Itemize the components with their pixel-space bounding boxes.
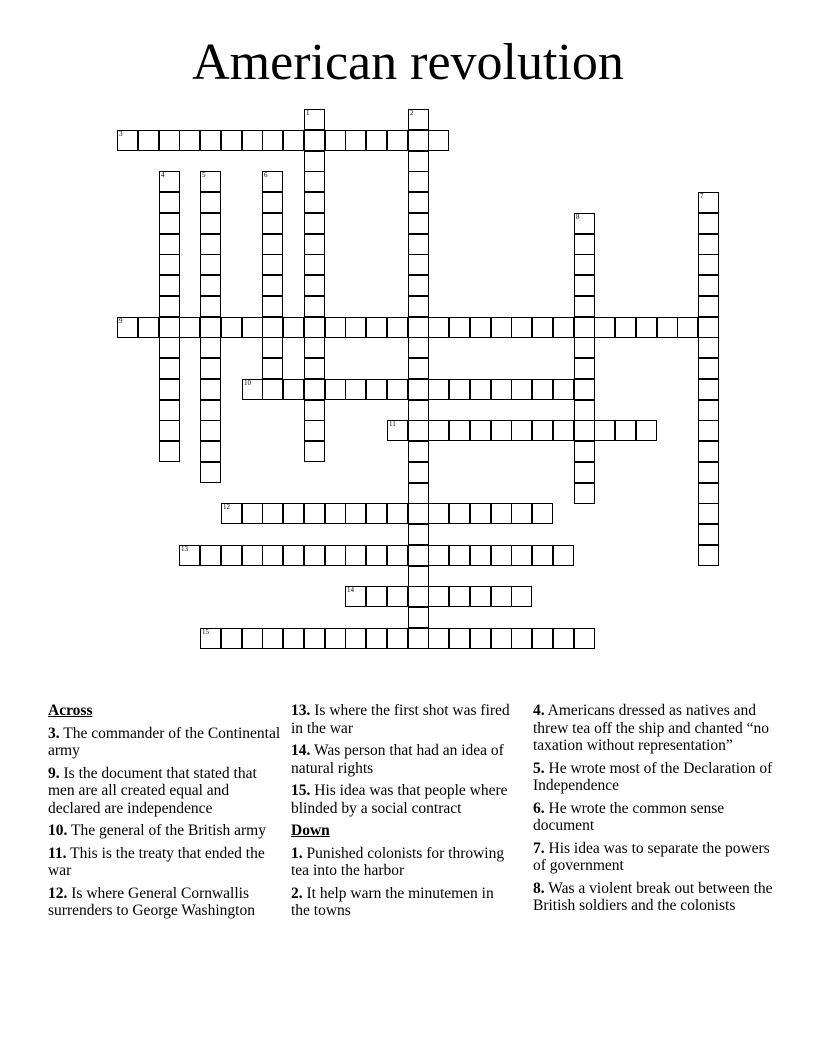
grid-cell[interactable] (200, 171, 221, 192)
grid-cell[interactable] (283, 379, 304, 400)
grid-cell[interactable] (698, 462, 719, 483)
grid-cell[interactable] (574, 337, 595, 358)
grid-cell[interactable] (408, 545, 429, 566)
grid-cell[interactable] (262, 213, 283, 234)
grid-cell[interactable] (698, 441, 719, 462)
grid-cell[interactable] (408, 462, 429, 483)
down-clue-7: 7. His idea was to separate the powers of government (533, 839, 770, 874)
grid-cell[interactable] (138, 130, 159, 151)
grid-cell[interactable] (221, 503, 242, 524)
clue-number: 1 (306, 109, 310, 117)
clue-number: 4 (161, 171, 165, 179)
grid-cell[interactable] (366, 317, 387, 338)
grid-cell[interactable] (553, 420, 574, 441)
grid-cell[interactable] (594, 420, 615, 441)
grid-cell[interactable] (532, 503, 553, 524)
grid-cell[interactable] (200, 628, 221, 649)
grid-cell[interactable] (345, 130, 366, 151)
grid-cell[interactable] (304, 628, 325, 649)
grid-cell[interactable] (304, 213, 325, 234)
grid-cell[interactable] (491, 586, 512, 607)
grid-cell[interactable] (428, 317, 449, 338)
clue-number: 13 (181, 545, 188, 553)
clue-column-1 (48, 702, 284, 925)
grid-cell[interactable] (387, 545, 408, 566)
grid-cell[interactable] (159, 192, 180, 213)
grid-cell[interactable] (304, 234, 325, 255)
grid-cell[interactable] (159, 130, 180, 151)
grid-cell[interactable] (200, 441, 221, 462)
grid-cell[interactable] (325, 130, 346, 151)
grid-cell[interactable] (200, 379, 221, 400)
grid-cell[interactable] (200, 317, 221, 338)
grid-cell[interactable] (366, 379, 387, 400)
grid-cell[interactable] (262, 358, 283, 379)
grid-cell[interactable] (449, 420, 470, 441)
grid-cell[interactable] (698, 545, 719, 566)
grid-cell[interactable] (200, 462, 221, 483)
grid-cell[interactable] (387, 130, 408, 151)
grid-cell[interactable] (428, 586, 449, 607)
grid-cell[interactable] (449, 586, 470, 607)
grid-cell[interactable] (408, 441, 429, 462)
across-heading: Across (48, 702, 93, 719)
clue-number: 10 (244, 379, 251, 387)
grid-cell[interactable] (449, 379, 470, 400)
grid-cell[interactable] (304, 296, 325, 317)
grid-cell[interactable] (200, 337, 221, 358)
across-clue-15: 15. His idea was that people where blinded by a social contract (291, 782, 508, 817)
grid-cell[interactable] (532, 628, 553, 649)
grid-cell[interactable] (408, 337, 429, 358)
down-heading: Down (291, 822, 330, 839)
grid-cell[interactable] (200, 275, 221, 296)
grid-cell[interactable] (574, 254, 595, 275)
grid-cell[interactable] (574, 379, 595, 400)
grid-cell[interactable] (698, 379, 719, 400)
grid-cell[interactable] (304, 337, 325, 358)
grid-cell[interactable] (698, 400, 719, 421)
grid-cell[interactable] (408, 379, 429, 400)
grid-cell[interactable] (511, 545, 532, 566)
clue-number: 15 (202, 628, 209, 636)
across-clue-12: 12. Is where General Cornwallis surrenders to George Washington (48, 884, 255, 919)
grid-cell[interactable] (574, 462, 595, 483)
grid-cell[interactable] (698, 192, 719, 213)
grid-cell[interactable] (366, 503, 387, 524)
grid-cell[interactable] (304, 192, 325, 213)
grid-cell[interactable] (491, 420, 512, 441)
grid-cell[interactable] (366, 130, 387, 151)
grid-cell[interactable] (408, 524, 429, 545)
grid-cell[interactable] (304, 254, 325, 275)
grid-cell[interactable] (366, 586, 387, 607)
grid-cell[interactable] (345, 379, 366, 400)
grid-cell[interactable] (511, 628, 532, 649)
grid-cell[interactable] (491, 503, 512, 524)
grid-cell[interactable] (698, 317, 719, 338)
grid-cell[interactable] (449, 503, 470, 524)
grid-cell[interactable] (304, 441, 325, 462)
grid-cell[interactable] (511, 503, 532, 524)
grid-cell[interactable] (470, 317, 491, 338)
grid-cell[interactable] (262, 337, 283, 358)
grid-cell[interactable] (387, 586, 408, 607)
grid-cell[interactable] (387, 379, 408, 400)
grid-cell[interactable] (345, 586, 366, 607)
grid-cell[interactable] (574, 441, 595, 462)
across-clue-10: 10. The general of the British army (48, 822, 266, 839)
grid-cell[interactable] (574, 296, 595, 317)
grid-cell[interactable] (200, 213, 221, 234)
across-clue-11: 11. This is the treaty that ended the war (48, 844, 265, 879)
grid-cell[interactable] (408, 566, 429, 587)
grid-cell[interactable] (159, 296, 180, 317)
grid-cell[interactable] (159, 317, 180, 338)
grid-cell[interactable] (304, 358, 325, 379)
grid-cell[interactable] (532, 420, 553, 441)
clue-column-2 (291, 702, 516, 925)
clue-number: 6 (264, 171, 268, 179)
grid-cell[interactable] (677, 317, 698, 338)
grid-cell[interactable] (470, 586, 491, 607)
grid-cell[interactable] (698, 524, 719, 545)
grid-cell[interactable] (159, 441, 180, 462)
grid-cell[interactable] (449, 545, 470, 566)
grid-cell[interactable] (511, 420, 532, 441)
grid-cell[interactable] (553, 545, 574, 566)
clue-number: 3 (119, 130, 123, 138)
grid-cell[interactable] (408, 586, 429, 607)
grid-cell[interactable] (345, 545, 366, 566)
across-clue-13: 13. Is where the first shot was fired in the war (291, 702, 510, 737)
clue-number: 9 (119, 317, 123, 325)
grid-cell[interactable] (159, 400, 180, 421)
grid-cell[interactable] (408, 420, 429, 441)
grid-cell[interactable] (242, 317, 263, 338)
grid-cell[interactable] (491, 628, 512, 649)
clue-number: 8 (576, 213, 580, 221)
across-clue-14: 14. Was person that had an idea of natural rights (291, 742, 504, 777)
grid-cell[interactable] (698, 420, 719, 441)
grid-cell[interactable] (262, 296, 283, 317)
grid-cell[interactable] (698, 213, 719, 234)
grid-cell[interactable] (491, 379, 512, 400)
grid-cell[interactable] (408, 296, 429, 317)
grid-cell[interactable] (574, 213, 595, 234)
grid-cell[interactable] (553, 628, 574, 649)
clue-number: 11 (389, 420, 396, 428)
grid-cell[interactable] (345, 317, 366, 338)
grid-cell[interactable] (615, 420, 636, 441)
grid-cell[interactable] (594, 317, 615, 338)
grid-cell[interactable] (304, 317, 325, 338)
grid-cell[interactable] (262, 317, 283, 338)
grid-cell[interactable] (491, 317, 512, 338)
clue-number: 12 (223, 503, 230, 511)
down-clue-2: 2. It help warn the minutemen in the towns (291, 884, 494, 919)
down-clue-5: 5. He wrote most of the Declaration of Independence (533, 759, 773, 794)
grid-cell[interactable] (408, 503, 429, 524)
grid-cell[interactable] (387, 503, 408, 524)
grid-cell[interactable] (304, 151, 325, 172)
grid-cell[interactable] (408, 317, 429, 338)
grid-cell[interactable] (532, 317, 553, 338)
grid-cell[interactable] (221, 628, 242, 649)
page-title: American revolution (192, 34, 624, 91)
down-clue-1: 1. Punished colonists for throwing tea into the harbor (291, 844, 505, 879)
grid-cell[interactable] (449, 628, 470, 649)
grid-cell[interactable] (698, 234, 719, 255)
grid-cell[interactable] (304, 379, 325, 400)
grid-cell[interactable] (345, 503, 366, 524)
grid-cell[interactable] (138, 317, 159, 338)
grid-cell[interactable] (262, 171, 283, 192)
grid-cell[interactable] (325, 628, 346, 649)
grid-cell[interactable] (511, 586, 532, 607)
grid-cell[interactable] (698, 337, 719, 358)
grid-cell[interactable] (242, 545, 263, 566)
grid-cell[interactable] (242, 130, 263, 151)
grid-cell[interactable] (159, 420, 180, 441)
grid-cell[interactable] (408, 234, 429, 255)
grid-cell[interactable] (387, 420, 408, 441)
grid-cell[interactable] (428, 503, 449, 524)
grid-cell[interactable] (221, 545, 242, 566)
grid-cell[interactable] (428, 545, 449, 566)
grid-cell[interactable] (532, 545, 553, 566)
grid-cell[interactable] (408, 275, 429, 296)
grid-cell[interactable] (574, 483, 595, 504)
grid-cell[interactable] (262, 130, 283, 151)
down-clue-6: 6. He wrote the common sense document (533, 799, 725, 834)
grid-cell[interactable] (428, 420, 449, 441)
grid-cell[interactable] (200, 254, 221, 275)
grid-cell[interactable] (325, 317, 346, 338)
grid-cell[interactable] (200, 130, 221, 151)
grid-cell[interactable] (574, 420, 595, 441)
grid-cell[interactable] (491, 545, 512, 566)
grid-cell[interactable] (242, 628, 263, 649)
grid-cell[interactable] (304, 400, 325, 421)
grid-cell[interactable] (428, 628, 449, 649)
grid-cell[interactable] (408, 358, 429, 379)
grid-cell[interactable] (408, 254, 429, 275)
grid-cell[interactable] (179, 130, 200, 151)
grid-cell[interactable] (408, 628, 429, 649)
grid-cell[interactable] (262, 254, 283, 275)
grid-cell[interactable] (262, 275, 283, 296)
grid-cell[interactable] (117, 317, 138, 338)
grid-cell[interactable] (304, 171, 325, 192)
grid-cell[interactable] (200, 420, 221, 441)
clue-number: 7 (700, 192, 704, 200)
grid-cell[interactable] (698, 296, 719, 317)
grid-cell[interactable] (428, 130, 449, 151)
grid-cell[interactable] (200, 234, 221, 255)
grid-cell[interactable] (304, 275, 325, 296)
grid-cell[interactable] (574, 317, 595, 338)
grid-cell[interactable] (283, 130, 304, 151)
grid-cell[interactable] (553, 317, 574, 338)
grid-cell[interactable] (698, 503, 719, 524)
grid-cell[interactable] (470, 545, 491, 566)
grid-cell[interactable] (283, 628, 304, 649)
grid-cell[interactable] (262, 192, 283, 213)
grid-cell[interactable] (325, 379, 346, 400)
grid-cell[interactable] (366, 628, 387, 649)
grid-cell[interactable] (574, 400, 595, 421)
grid-cell[interactable] (408, 400, 429, 421)
grid-cell[interactable] (428, 379, 449, 400)
grid-cell[interactable] (387, 628, 408, 649)
grid-cell[interactable] (304, 420, 325, 441)
grid-cell[interactable] (262, 503, 283, 524)
across-clue-3: 3. The commander of the Continental army (48, 724, 281, 759)
grid-cell[interactable] (262, 379, 283, 400)
grid-cell[interactable] (470, 628, 491, 649)
grid-cell[interactable] (159, 379, 180, 400)
grid-cell[interactable] (532, 379, 553, 400)
grid-cell[interactable] (470, 420, 491, 441)
grid-cell[interactable] (283, 503, 304, 524)
grid-cell[interactable] (304, 130, 325, 151)
grid-cell[interactable] (698, 358, 719, 379)
clue-number: 5 (202, 171, 206, 179)
grid-cell[interactable] (470, 379, 491, 400)
grid-cell[interactable] (200, 400, 221, 421)
grid-cell[interactable] (159, 275, 180, 296)
grid-cell[interactable] (200, 358, 221, 379)
grid-cell[interactable] (221, 130, 242, 151)
grid-cell[interactable] (242, 503, 263, 524)
grid-cell[interactable] (117, 130, 138, 151)
down-clue-8: 8. Was a violent break out between the British soldiers and the colonists (533, 879, 773, 914)
grid-cell[interactable] (283, 545, 304, 566)
grid-cell[interactable] (408, 151, 429, 172)
grid-cell[interactable] (179, 545, 200, 566)
grid-cell[interactable] (408, 130, 429, 151)
grid-cell[interactable] (408, 607, 429, 628)
grid-cell[interactable] (200, 545, 221, 566)
grid-cell[interactable] (262, 234, 283, 255)
grid-cell[interactable] (553, 379, 574, 400)
grid-cell[interactable] (159, 358, 180, 379)
grid-cell[interactable] (698, 483, 719, 504)
grid-cell[interactable] (408, 213, 429, 234)
grid-cell[interactable] (262, 628, 283, 649)
grid-cell[interactable] (325, 545, 346, 566)
grid-cell[interactable] (262, 545, 283, 566)
grid-cell[interactable] (366, 545, 387, 566)
grid-cell[interactable] (574, 275, 595, 296)
clue-number: 14 (347, 586, 354, 594)
grid-cell[interactable] (283, 317, 304, 338)
grid-cell[interactable] (200, 296, 221, 317)
grid-cell[interactable] (242, 379, 263, 400)
grid-cell[interactable] (304, 109, 325, 130)
grid-cell[interactable] (159, 337, 180, 358)
grid-cell[interactable] (470, 503, 491, 524)
grid-cell[interactable] (574, 358, 595, 379)
grid-cell[interactable] (159, 234, 180, 255)
grid-cell[interactable] (574, 234, 595, 255)
grid-cell[interactable] (408, 483, 429, 504)
grid-cell[interactable] (179, 317, 200, 338)
across-clue-9: 9. Is the document that stated that men are all created equal and declared are independence (48, 764, 257, 817)
grid-cell[interactable] (159, 171, 180, 192)
grid-cell[interactable] (636, 420, 657, 441)
grid-cell[interactable] (200, 192, 221, 213)
grid-cell[interactable] (449, 317, 470, 338)
grid-cell[interactable] (221, 317, 242, 338)
grid-cell[interactable] (345, 628, 366, 649)
grid-cell[interactable] (408, 171, 429, 192)
grid-cell[interactable] (159, 213, 180, 234)
clue-number: 2 (410, 109, 414, 117)
grid-cell[interactable] (574, 628, 595, 649)
clue-column-3 (533, 702, 773, 920)
grid-cell[interactable] (325, 503, 346, 524)
grid-cell[interactable] (511, 317, 532, 338)
grid-cell[interactable] (615, 317, 636, 338)
grid-cell[interactable] (408, 109, 429, 130)
grid-cell[interactable] (304, 545, 325, 566)
grid-cell[interactable] (698, 254, 719, 275)
grid-cell[interactable] (657, 317, 678, 338)
grid-cell[interactable] (636, 317, 657, 338)
grid-cell[interactable] (698, 275, 719, 296)
grid-cell[interactable] (511, 379, 532, 400)
down-clue-4: 4. Americans dressed as natives and threw tea off the ship and chanted “no taxation without representation” (533, 702, 770, 754)
grid-cell[interactable] (408, 192, 429, 213)
grid-cell[interactable] (387, 317, 408, 338)
grid-cell[interactable] (159, 254, 180, 275)
grid-cell[interactable] (304, 503, 325, 524)
